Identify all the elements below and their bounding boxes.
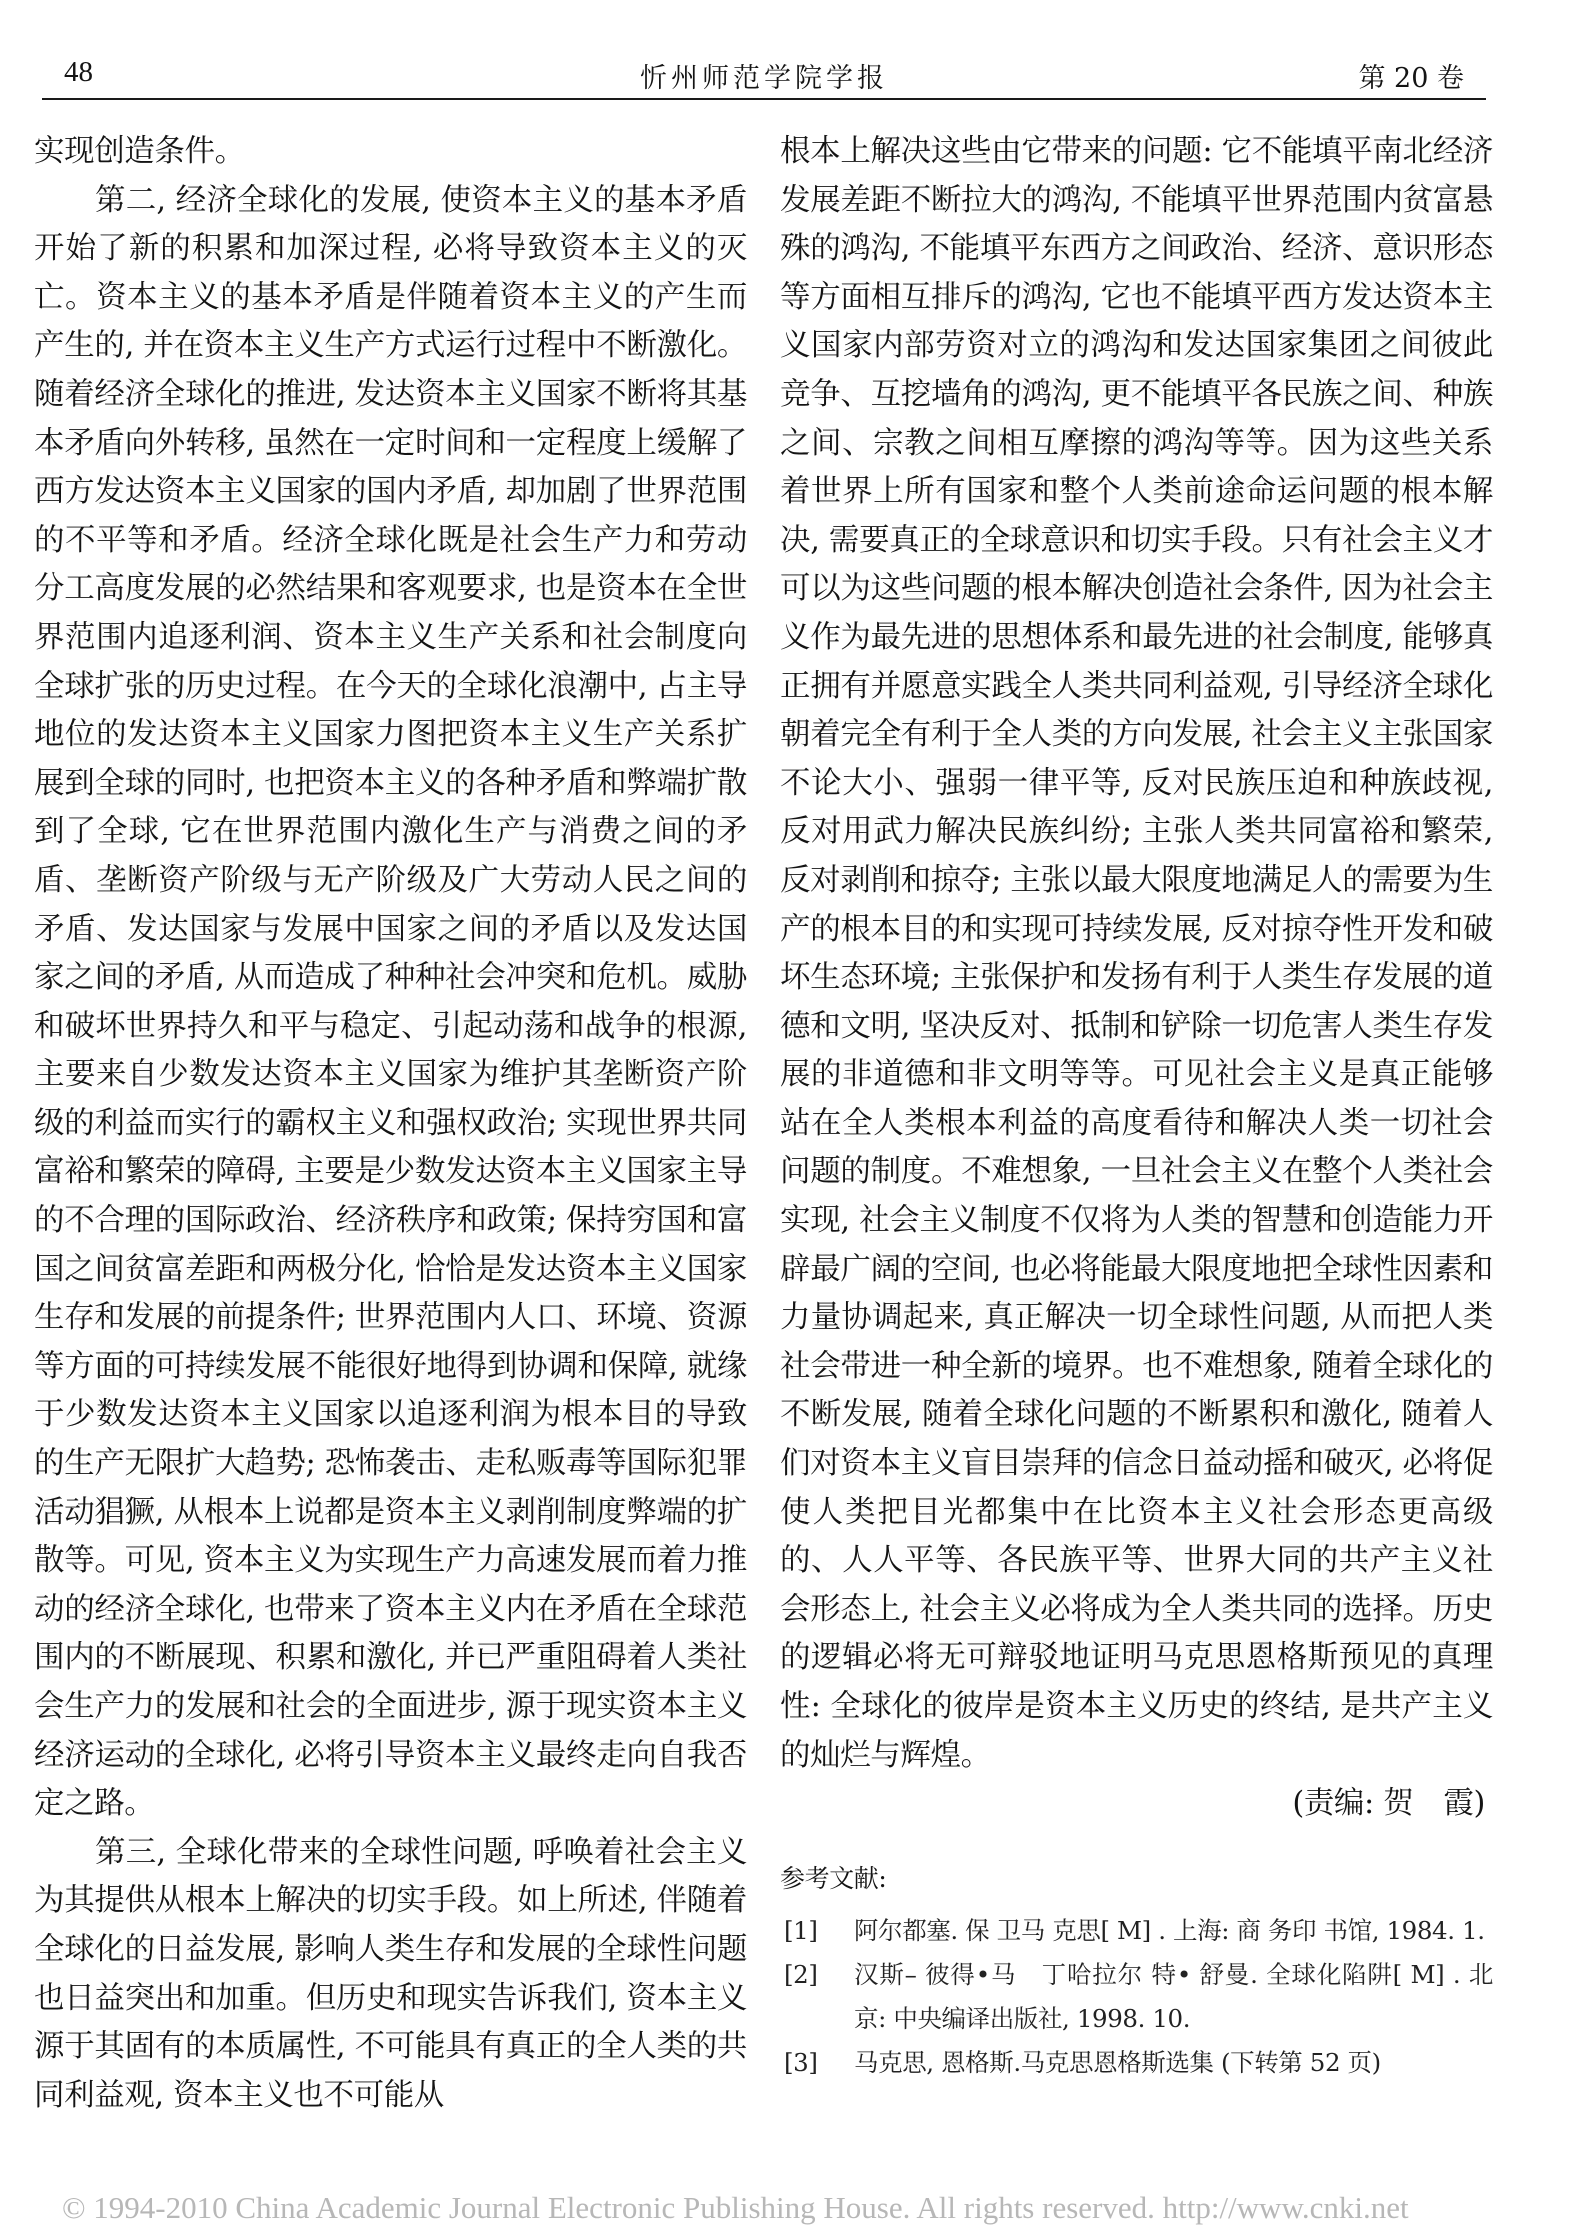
journal-title: 忻州师范学院学报 [640, 63, 888, 94]
right-column [780, 128, 1493, 2085]
paragraph: 根本上解决这些由它带来的问题: 它不能填平南北经济发展差距不断拉大的鸿沟, 不能填平世界范围内贫富悬殊的鸿沟, 不能填平东西方之间政治、经济、意识形态等方面相互排斥的鸿沟, 它也不能填平西方发达资本主义国家内部劳资对立的鸿沟和发达国家集团之间彼此竞争、互挖墙角的鸿沟, 更不能填平各民族之间、种族之间、宗教之间相互摩擦的鸿沟等等。因为这些关系着世界上所有国家和整个人类前途命运问题的根本解决, 需要真正的全球意识和切实手段。只有社会主义才可以为这些问题的根本解决创造社会条件, 因为社会主义作为最先进的思想体系和最先进的社会制度, 能够真正拥有并愿意实践全人类共同利益观, 引导经济全球化朝着完全有利于全人类的方向发展, 社会主义主张国家不论大小、强弱一律平等, 反对民族压迫和种族歧视, 反对用武力解决民族纠纷; 主张人类共同富裕和繁荣, 反对剥削和掠夺; 主张以最大限度地满足人的需要为生产的根本目的和实现可持续发展, 反对掠夺性开发和破坏生态环境; 主张保护和发扬有利于人类生存发展的道德和文明, 坚决反对、抵制和铲除一切危害人类生存发展的非道德和非文明等等。可见社会主义是真正能够站在全人类根本利益的高度看待和解决人类一切社会问题的制度。不难想象, 一旦社会主义在整个人类社会实现, 社会主义制度不仅将为人类的智慧和创造能力开辟最广阔的空间, 也必将能最大限度地把全球性因素和力量协调起来, 真正解决一切全球性问题, 从而把人类社会带进一种全新的境界。也不难想象, 随着全球化的不断发展, 随着全球化问题的不断累积和激化, 随着人们对资本主义盲目崇拜的信念日益动摇和破灭, 必将促使人类把目光都集中在比资本主义社会形态更高级的、人人平等、各民族平等、世界大同的共产主义社会形态上, 社会主义必将成为全人类共同的选择。历史的逻辑必将无可辩驳地证明马克思恩格斯预见的真理性: 全球化的彼岸是资本主义历史的终结, 是共产主义的灿烂与辉煌。 [780, 134, 1493, 1773]
copyright-watermark: © 1994-2010 China Academic Journal Electronic Publishing House. All rights reserved. http://www.cnki.net [62, 2190, 1409, 2225]
reference-text: 马克思, 恩格斯.马克思恩格斯选集 (下转第 52 页) [854, 2047, 1381, 2077]
paragraph: 第三, 全球化带来的全球性问题, 呼唤着社会主义为其提供从根本上解决的切实手段。如上所述, 伴随着全球化的日益发展, 影响人类生存和发展的全球性问题也日益突出和加重。但历史和现实告诉我们, 资本主义源于其固有的本质属性, 不可能具有真正的全人类的共同利益观, 资本主义也不可能从 [34, 1834, 747, 2113]
reference-item [780, 2041, 1493, 2085]
reference-item [780, 1909, 1493, 1953]
references-section [780, 1853, 1493, 2085]
paragraph: 第二, 经济全球化的发展, 使资本主义的基本矛盾开始了新的积累和加深过程, 必将导致资本主义的灭亡。资本主义的基本矛盾是伴随着资本主义的产生而产生的, 并在资本主义生产方式运行过程中不断激化。随着经济全球化的推进, 发达资本主义国家不断将其基本矛盾向外转移, 虽然在一定时间和一定程度上缓解了西方发达资本主义国家的国内矛盾, 却加剧了世界范围的不平等和矛盾。经济全球化既是社会生产力和劳动分工高度发展的必然结果和客观要求, 也是资本在全世界范围内追逐利润、资本主义生产关系和社会制度向全球扩张的历史过程。在今天的全球化浪潮中, 占主导地位的发达资本主义国家力图把资本主义生产关系扩展到全球的同时, 也把资本主义的各种矛盾和弊端扩散到了全球, 它在世界范围内激化生产与消费之间的矛盾、垄断资产阶级与无产阶级及广大劳动人民之间的矛盾、发达国家与发展中国家之间的矛盾以及发达国家之间的矛盾, 从而造成了种种社会冲突和危机。威胁和破坏世界持久和平与稳定、引起动荡和战争的根源, 主要来自少数发达资本主义国家为维护其垄断资产阶级的利益而实行的霸权主义和强权政治; 实现世界共同富裕和繁荣的障碍, 主要是少数发达资本主义国家主导的不合理的国际政治、经济秩序和政策; 保持穷国和富国之间贫富差距和两极分化, 恰恰是发达资本主义国家生存和发展的前提条件; 世界范围内人口、环境、资源等方面的可持续发展不能很好地得到协调和保障, 就缘于少数发达资本主义国家以追逐利润为根本目的导致的生产无限扩大趋势; 恐怖袭击、走私贩毒等国际犯罪活动猖獗, 从根本上说都是资本主义剥削制度弊端的扩散等。可见, 资本主义为实现生产力高速发展而着力推动的经济全球化, 也带来了资本主义内在矛盾在全球范围内的不断展现、积累和激化, 并已严重阻碍着人类社会生产力的发展和社会的全面进步, 源于现实资本主义经济运动的全球化, 必将引导资本主义最终走向自我否定之路。 [34, 182, 747, 1822]
reference-text: 汉斯– 彼得•马 丁哈拉尔 特• 舒曼. 全球化陷阱[ M] . 北京: 中央编译出版社, 1998. 10. [854, 1959, 1493, 2033]
reference-number: [2] [784, 1959, 818, 1989]
reference-number: [3] [784, 2047, 818, 2077]
running-header [42, 52, 1486, 100]
reference-number: [1] [784, 1915, 818, 1945]
references-title: 参考文献: [780, 1863, 887, 1893]
reference-text: 阿尔都塞. 保 卫马 克思[ M] . 上海: 商 务印 书馆, 1984. 1. [854, 1915, 1485, 1945]
reference-item [780, 1953, 1493, 2041]
paragraph: 实现创造条件。 [34, 134, 245, 169]
page-number: 48 [64, 56, 93, 88]
volume-label: 第 20 卷 [1358, 63, 1464, 94]
editor-note: (责编: 贺 霞) [1292, 1786, 1485, 1822]
left-column [34, 128, 747, 2120]
